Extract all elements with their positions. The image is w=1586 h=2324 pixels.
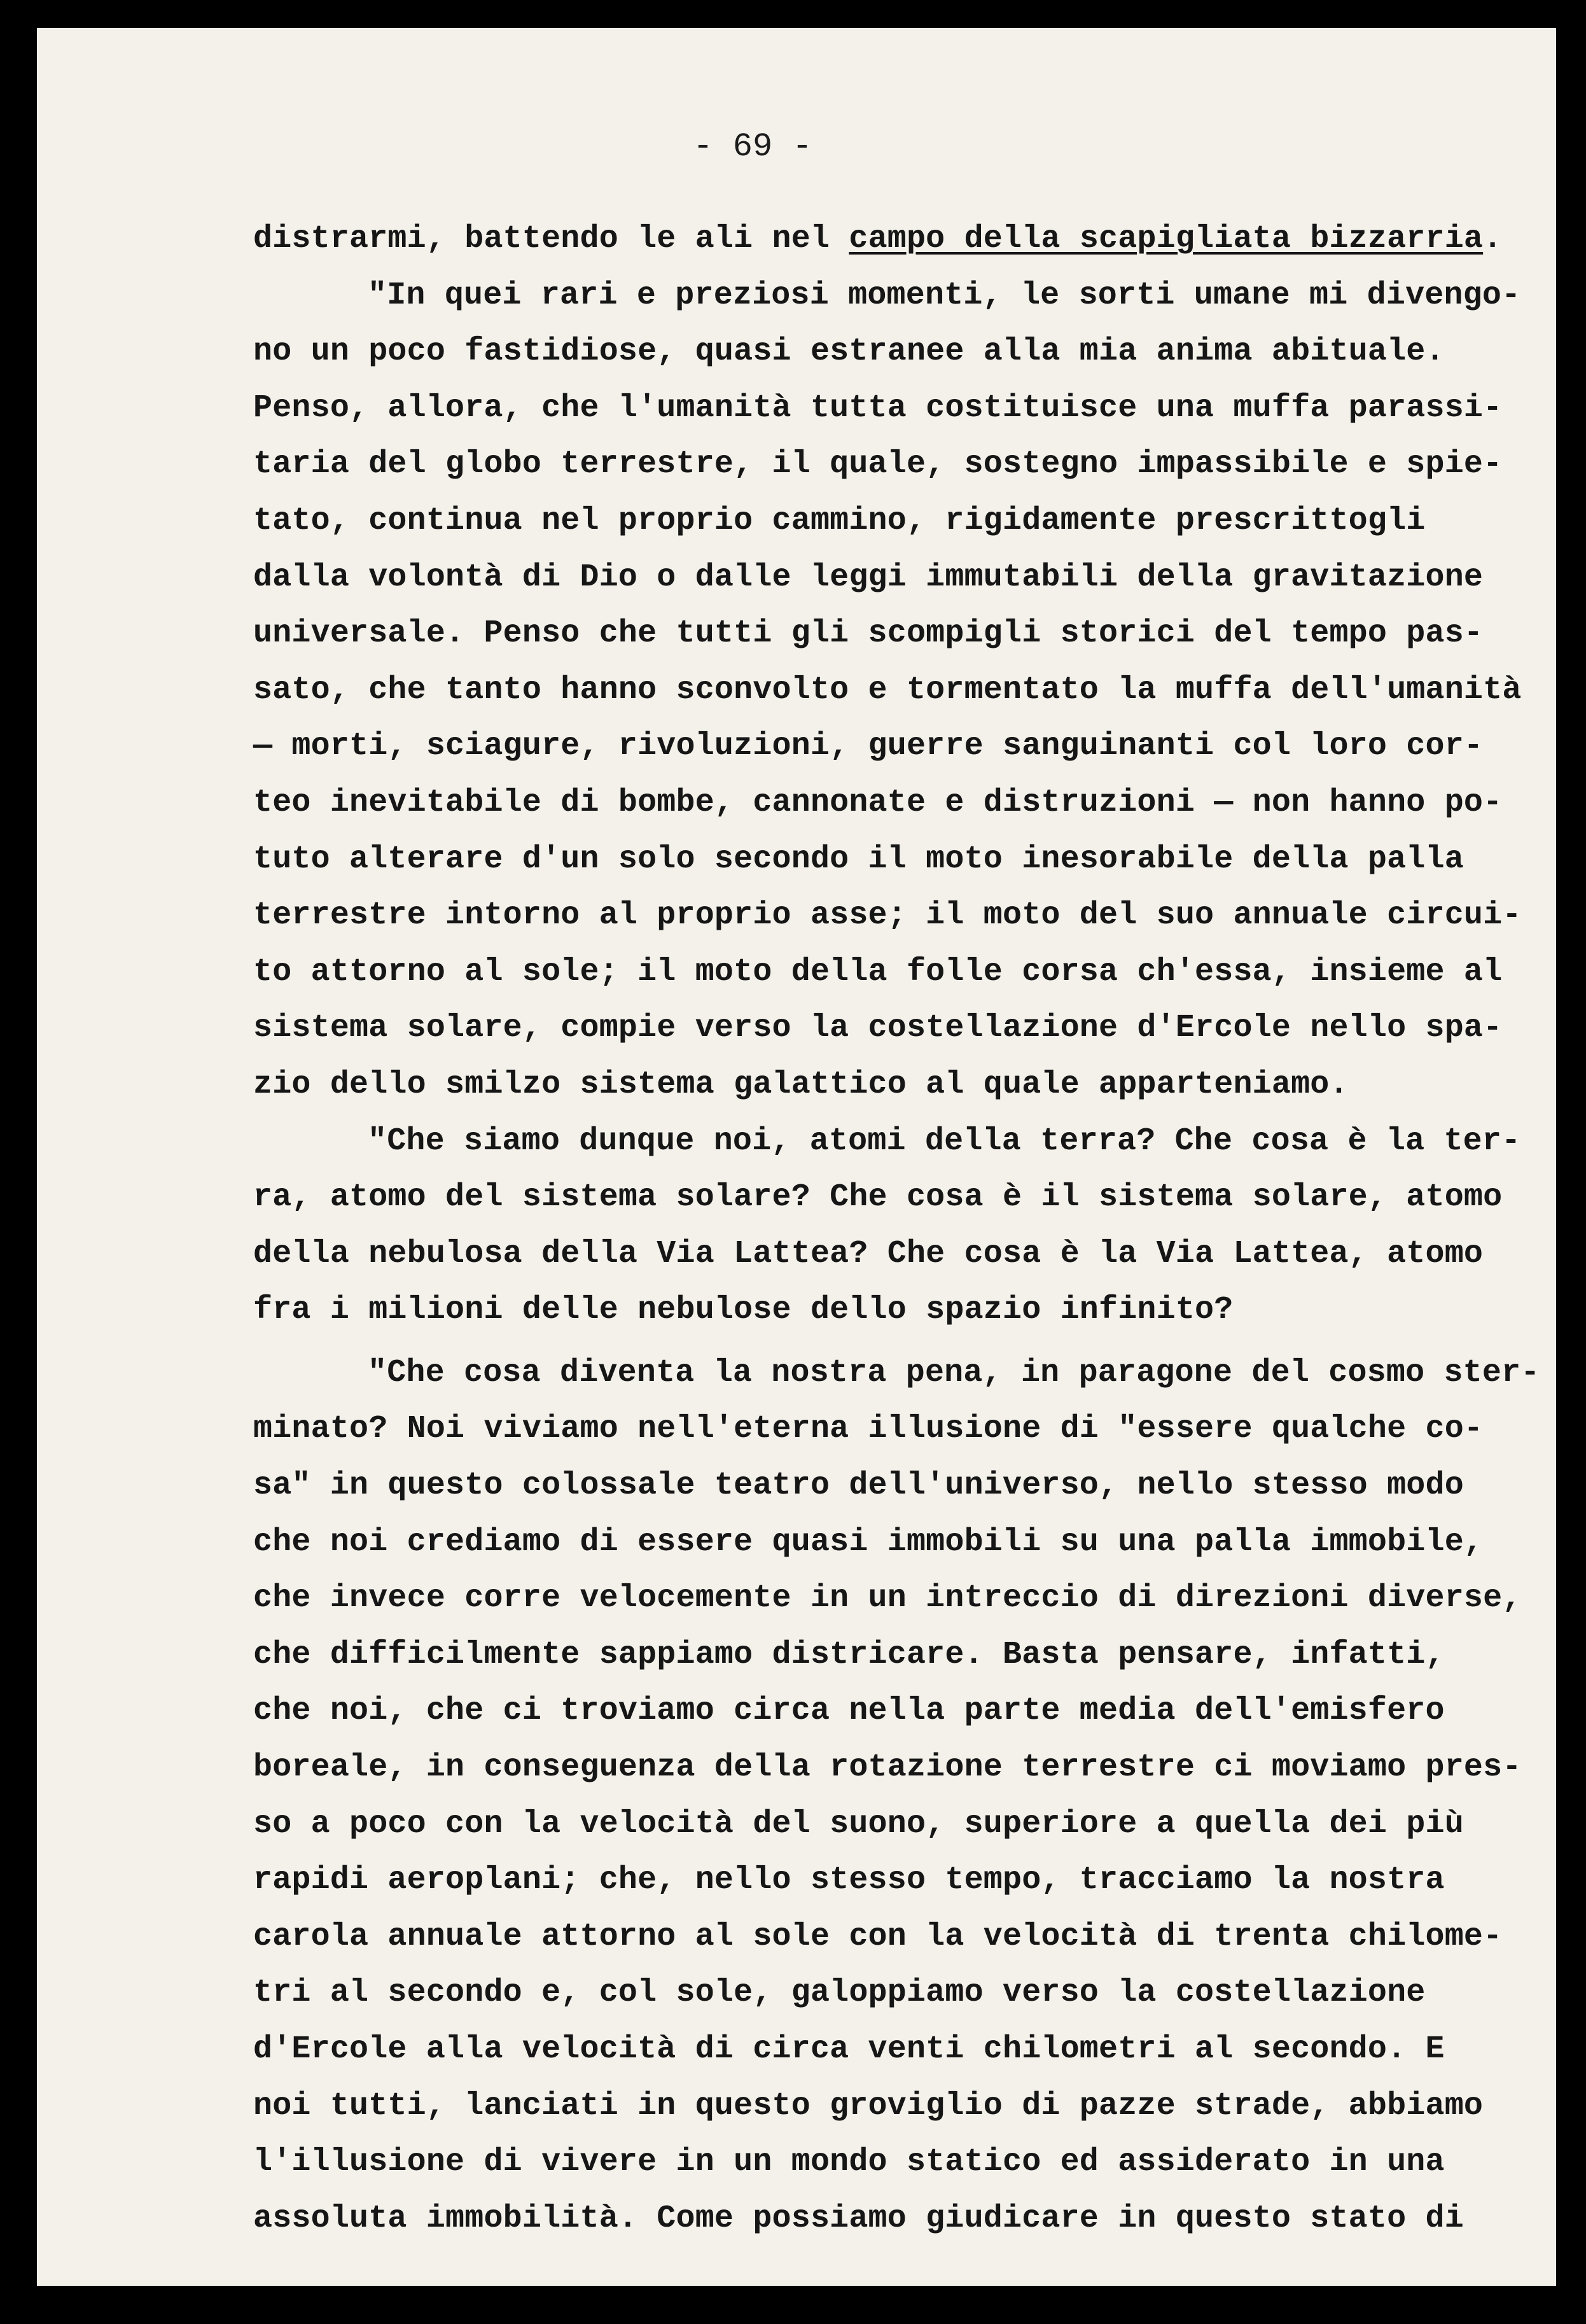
text-line: ra, atomo del sistema solare? Che cosa è il sistema solare, atomo [253,1179,1503,1216]
text-line: carola annuale attorno al sole con la velocità di trenta chilome- [253,1918,1503,1955]
text-line: boreale, in conseguenza della rotazione terrestre ci moviamo pres- [253,1749,1522,1786]
text-line: sa" in questo colossale teatro dell'universo, nello stesso modo [253,1467,1464,1504]
text-line: "In quei rari e preziosi momenti, le sorti umane mi divengo- [368,277,1521,314]
text-line: minato? Noi viviamo nell'eterna illusione di "essere qualche co- [253,1411,1484,1448]
text-line: d'Ercole alla velocità di circa venti chilometri al secondo. E [253,2031,1445,2068]
text-line: zio dello smilzo sistema galattico al quale apparteniamo. [253,1066,1349,1103]
text-line: che difficilmente sappiamo districare. Basta pensare, infatti, [253,1636,1445,1673]
text-line: noi tutti, lanciati in questo groviglio di pazze strade, abbiamo [253,2087,1484,2124]
text-line: che noi crediamo di essere quasi immobili su una palla immobile, [253,1523,1484,1560]
text-line: sato, che tanto hanno sconvolto e tormentato la muffa dell'umanità [253,671,1522,708]
text-line: "Che cosa diventa la nostra pena, in paragone del cosmo ster- [368,1354,1540,1391]
text-line: Penso, allora, che l'umanità tutta costituisce una muffa parassi- [253,389,1503,426]
text-line: tri al secondo e, col sole, galoppiamo verso la costellazione [253,1975,1426,2012]
text-line: sistema solare, compie verso la costellazione d'Ercole nello spa- [253,1010,1503,1047]
text-line: assoluta immobilità. Come possiamo giudicare in questo stato di [253,2200,1464,2237]
body-text [253,211,1551,2247]
text-line: no un poco fastidiose, quasi estranee alla mia anima abituale. [253,333,1445,370]
text-line: tato, continua nel proprio cammino, rigidamente prescrittogli [253,502,1426,539]
text-line: l'illusione di vivere in un mondo statico ed assiderato in una [253,2144,1445,2181]
text-line: teo inevitabile di bombe, cannonate e distruzioni — non hanno po- [253,784,1503,821]
text-line: fra i milioni delle nebulose dello spazio infinito? [253,1292,1234,1329]
text-line: distrarmi, battendo le ali nel campo della scapigliata bizzarria. [253,221,1503,257]
text-line: che invece corre velocemente in un intreccio di direzioni diverse, [253,1580,1522,1617]
text-line: terrestre intorno al proprio asse; il moto del suo annuale circui- [253,897,1522,934]
text-line: — morti, sciagure, rivoluzioni, guerre sanguinanti col loro cor- [253,728,1484,765]
text-line: della nebulosa della Via Lattea? Che cosa è la Via Lattea, atomo [253,1235,1484,1272]
text-line: che noi, che ci troviamo circa nella parte media dell'emisfero [253,1693,1445,1730]
text-line: rapidi aeroplani; che, nello stesso tempo, tracciamo la nostra [253,1862,1445,1899]
text-line: universale. Penso che tutti gli scompigli storici del tempo pas- [253,615,1484,652]
text-line: taria del globo terrestre, il quale, sostegno impassibile e spie- [253,446,1503,483]
text-line: tuto alterare d'un solo secondo il moto inesorabile della palla [253,841,1464,878]
text-line: so a poco con la velocità del suono, superiore a quella dei più [253,1805,1464,1842]
text-line: to attorno al sole; il moto della folle corsa ch'essa, insieme al [253,953,1503,990]
underlined-phrase: campo della scapigliata bizzarria [849,221,1484,257]
page-number: - 69 - [693,128,812,165]
document-page [37,28,1556,2286]
text-line: "Che siamo dunque noi, atomi della terra? Che cosa è la ter- [368,1123,1521,1159]
text-line: dalla volontà di Dio o dalle leggi immutabili della gravitazione [253,559,1484,596]
